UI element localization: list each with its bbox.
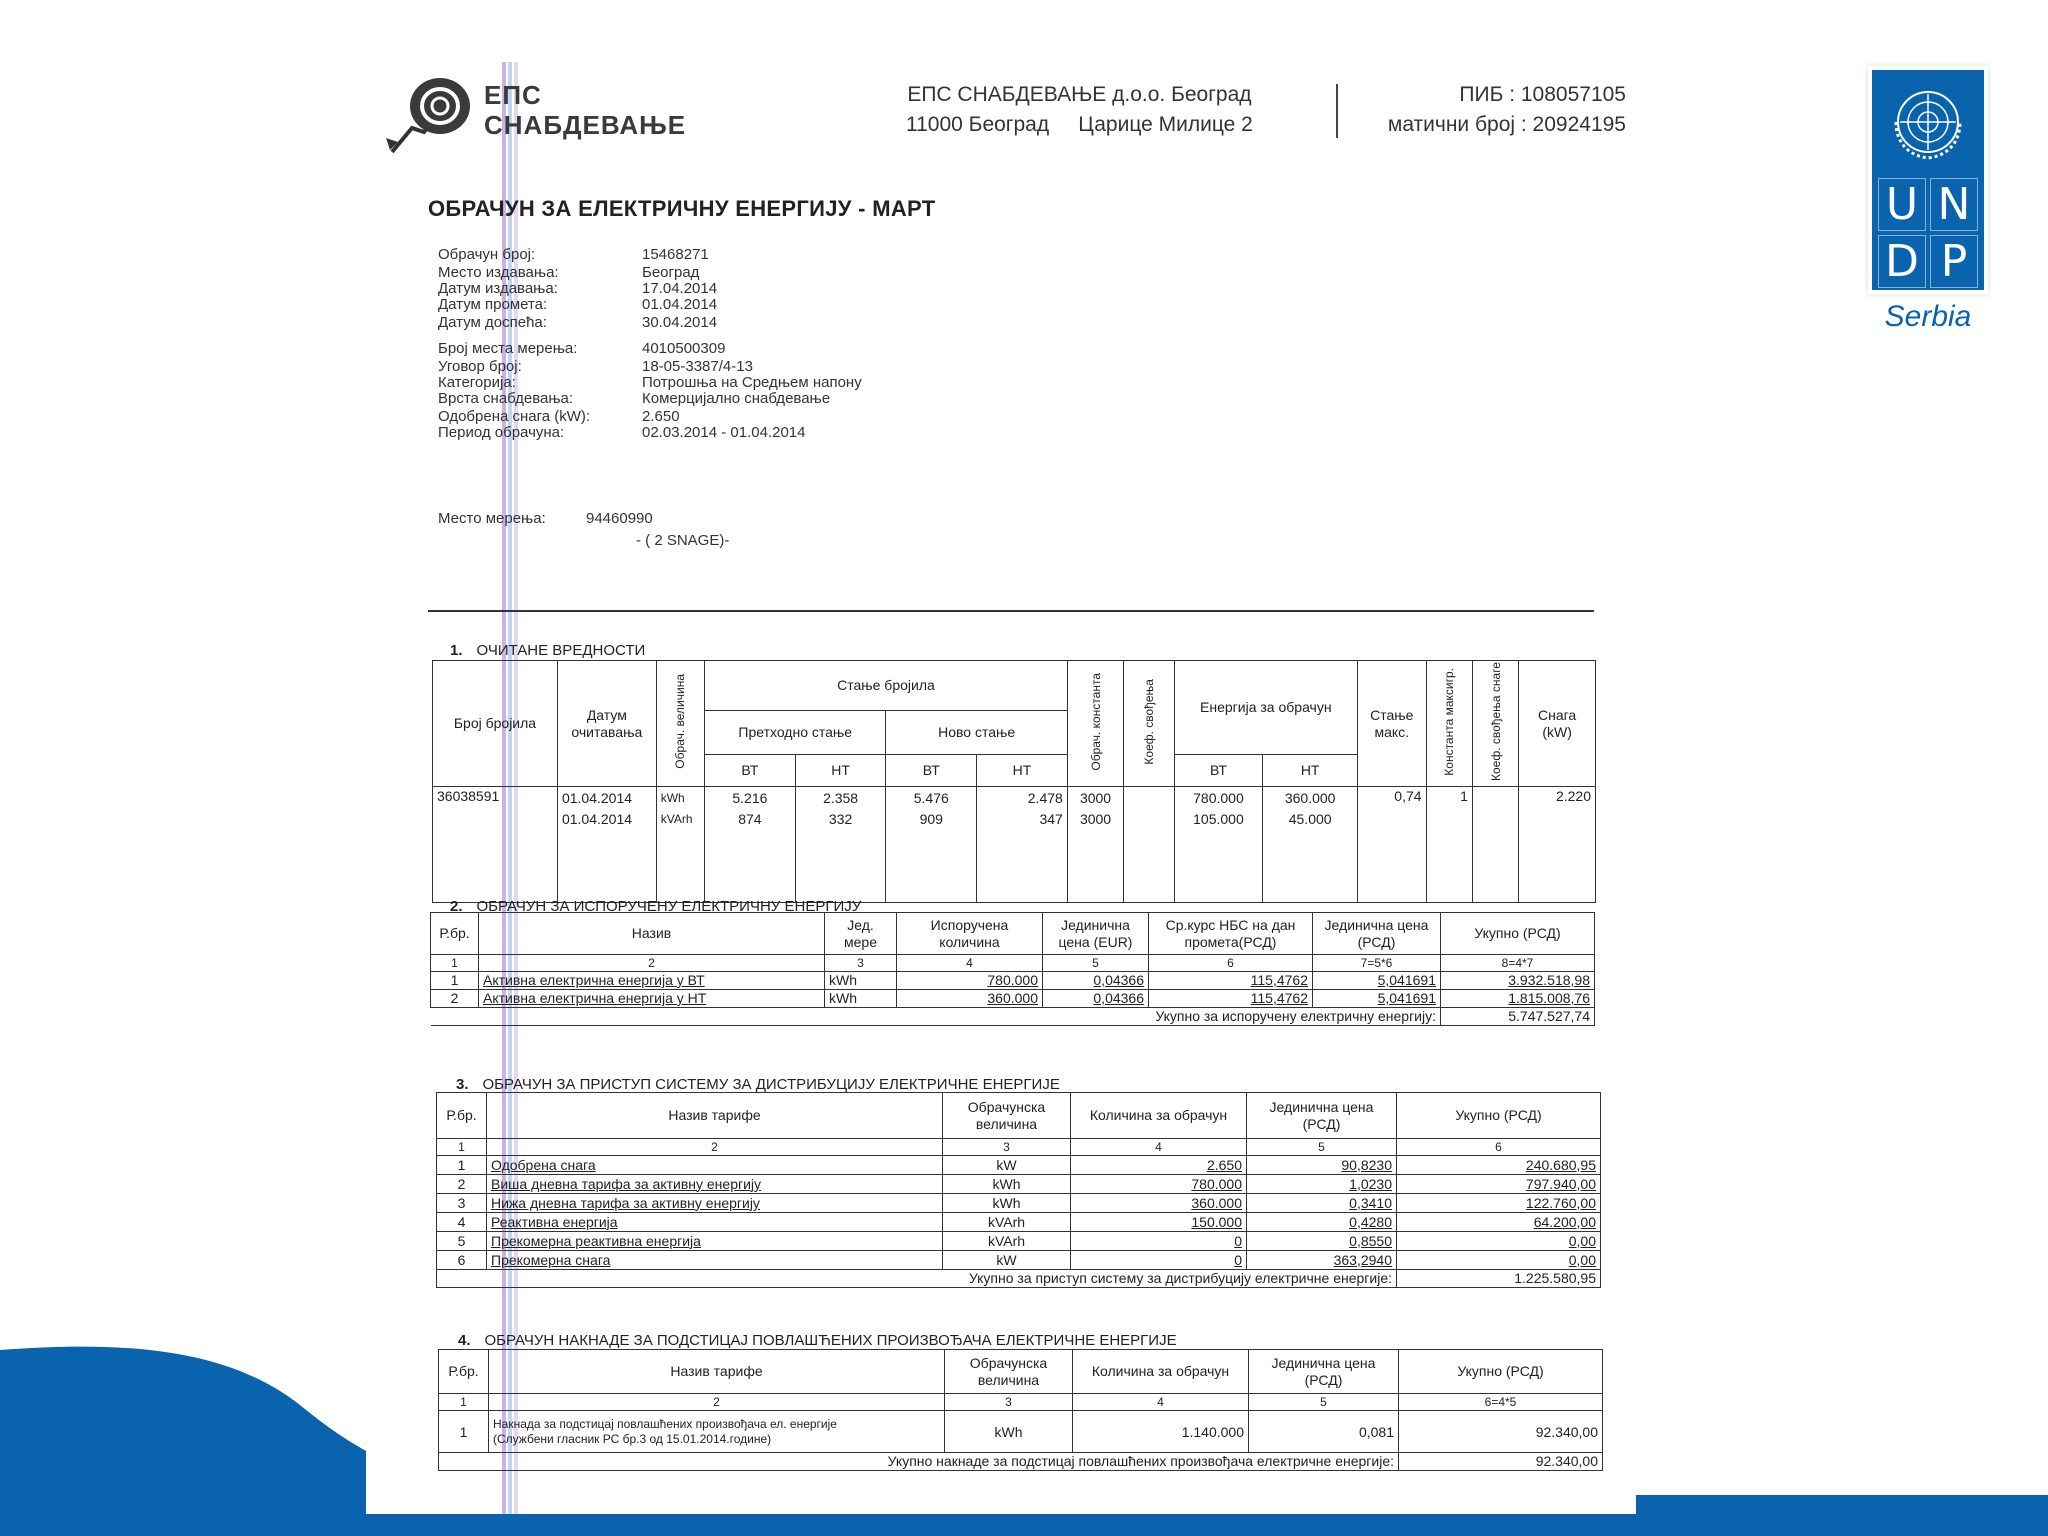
eps-logo-text — [484, 80, 686, 140]
cell: 3 — [943, 1139, 1071, 1156]
cell: 2.358 332 — [795, 787, 886, 903]
table-row — [437, 1232, 1601, 1251]
col-header: Претходно стање — [705, 710, 886, 754]
cell: 6 — [437, 1251, 487, 1270]
cell: 64.200,00 — [1397, 1213, 1601, 1232]
total-value: 1.225.580,95 — [1397, 1270, 1601, 1288]
col-header: Јединична цена (РСД) — [1249, 1350, 1399, 1394]
cell: kWh — [945, 1411, 1073, 1453]
cell: 4 — [897, 955, 1043, 972]
cell: 1 — [431, 972, 479, 990]
undp-letter: N — [1930, 178, 1978, 231]
col-header: НТ — [795, 754, 886, 786]
col-header: Стање бројила — [705, 661, 1068, 711]
total-label: Укупно за приступ систему за дистрибуцију електричне енергије: — [437, 1270, 1397, 1288]
col-header: Количина за обрачун — [1071, 1093, 1247, 1139]
cell: Прекомерна реактивна енергија — [487, 1232, 943, 1251]
cell: 5 — [1249, 1394, 1399, 1411]
un-emblem-icon — [1872, 70, 1984, 174]
col-header: ВТ — [705, 754, 796, 786]
info-value: 02.03.2014 - 01.04.2014 — [642, 424, 806, 441]
cell: 8=4*7 — [1441, 955, 1595, 972]
col-header: Укупно (РСД) — [1441, 913, 1595, 955]
col-header: Обрачунска величина — [945, 1350, 1073, 1394]
incentive-fee-table — [438, 1349, 1603, 1471]
col-header: Укупно (РСД) — [1397, 1093, 1601, 1139]
index-row — [431, 955, 1595, 972]
cell: 1 — [1426, 787, 1472, 903]
header-divider — [1336, 84, 1338, 138]
cell: Прекомерна снага — [487, 1251, 943, 1270]
index-row — [439, 1394, 1603, 1411]
total-value: 5.747.527,74 — [1441, 1008, 1595, 1026]
cell: 0,3410 — [1247, 1194, 1397, 1213]
section-divider — [428, 610, 1594, 612]
cell: 2 — [479, 955, 825, 972]
section-number: 2. — [450, 898, 463, 915]
section-3-title — [456, 1076, 1060, 1093]
col-header: Обрач. величина — [656, 661, 704, 787]
cell: 0,04366 — [1043, 972, 1149, 990]
col-header: Константа максигр. — [1426, 661, 1472, 787]
cell: 780.000 105.000 — [1174, 787, 1263, 903]
section-name: ОЧИТАНЕ ВРЕДНОСТИ — [476, 642, 646, 659]
cell: 5.216 874 — [705, 787, 796, 903]
cell: 7=5*6 — [1313, 955, 1441, 972]
col-header: Р.бр. — [431, 913, 479, 955]
info-label: Уговор број: — [438, 358, 522, 375]
col-header: Испоручена количина — [897, 913, 1043, 955]
cell: 360.000 — [897, 990, 1043, 1008]
cell: 1 — [437, 1139, 487, 1156]
undp-letter: P — [1930, 235, 1978, 288]
info-note: - ( 2 SNAGE)- — [636, 532, 730, 549]
info-label: Период обрачуна: — [438, 424, 565, 441]
cell: 1.140.000 — [1073, 1411, 1249, 1453]
cell: 1 — [437, 1156, 487, 1175]
col-header: Укупно (РСД) — [1399, 1350, 1603, 1394]
cell: 1 — [431, 955, 479, 972]
info-value: 2.650 — [642, 408, 680, 425]
cell: 0,04366 — [1043, 990, 1149, 1008]
cell: 2.478 347 — [977, 787, 1068, 903]
info-value: Комерцијално снабдевање — [642, 390, 831, 407]
col-header: Р.бр. — [437, 1093, 487, 1139]
table-row — [433, 787, 1596, 903]
scanned-invoice — [366, 62, 1636, 1514]
cell: 2 — [431, 990, 479, 1008]
cell: 5 — [437, 1232, 487, 1251]
cell: kWh — [943, 1175, 1071, 1194]
col-header: Назив — [479, 913, 825, 955]
total-label: Укупно за испоручену електричну енергију: — [431, 1008, 1441, 1026]
table-row — [437, 1156, 1601, 1175]
cell: 2.220 — [1519, 787, 1596, 903]
info-label: Датум доспећа: — [438, 314, 547, 331]
info-label: Врста снабдевања: — [438, 390, 574, 407]
distribution-access-table — [436, 1092, 1601, 1288]
cell: kWh — [943, 1194, 1071, 1213]
cell: 0 — [1071, 1232, 1247, 1251]
cell: 5 — [1247, 1139, 1397, 1156]
cell: Одобрена снага — [487, 1156, 943, 1175]
cell: 115,4762 — [1149, 972, 1313, 990]
cell: kW — [943, 1156, 1071, 1175]
company-ids — [1356, 80, 1626, 140]
cell: 92.340,00 — [1399, 1411, 1603, 1453]
cell: 360.000 45.000 — [1263, 787, 1358, 903]
cell: 5 — [1043, 955, 1149, 972]
section-1-title — [450, 642, 645, 659]
cell: 1 — [439, 1394, 489, 1411]
undp-letter: D — [1878, 235, 1926, 288]
col-header: Ср.курс НБС на дан промета(РСД) — [1149, 913, 1313, 955]
cell: 3 — [825, 955, 897, 972]
info-value: Потрошња на Средњем напону — [642, 374, 862, 391]
cell: 2 — [437, 1175, 487, 1194]
cell: kVArh — [943, 1213, 1071, 1232]
invoice-title: ОБРАЧУН ЗА ЕЛЕКТРИЧНУ ЕНЕРГИЈУ - МАРТ — [428, 196, 936, 221]
cell: 3 — [945, 1394, 1073, 1411]
col-header: Јединична цена (EUR) — [1043, 913, 1149, 955]
info-label: Обрачун број: — [438, 246, 536, 263]
undp-letters — [1878, 178, 1978, 286]
total-row — [437, 1270, 1601, 1288]
cell: 0,8550 — [1247, 1232, 1397, 1251]
col-header: Стање макс. — [1358, 661, 1427, 787]
col-header: Количина за обрачун — [1073, 1350, 1249, 1394]
col-header: НТ — [1263, 754, 1358, 786]
cell: 0,74 — [1358, 787, 1427, 903]
cell: 6 — [1397, 1139, 1601, 1156]
table-row — [437, 1194, 1601, 1213]
cell: 780.000 — [1071, 1175, 1247, 1194]
info-label: Место мерења: — [438, 510, 546, 527]
total-row — [439, 1453, 1603, 1471]
table-header-row — [437, 1093, 1601, 1139]
info-value: 15468271 — [642, 246, 709, 263]
cell: 797.940,00 — [1397, 1175, 1601, 1194]
cell: 3.932.518,98 — [1441, 972, 1595, 990]
col-header: Ново стање — [886, 710, 1067, 754]
cell: kWh kVArh — [656, 787, 704, 903]
section-name: ОБРАЧУН ЗА ИСПОРУЧЕНУ ЕЛЕКТРИЧНУ ЕНЕРГИЈУ — [476, 898, 862, 915]
cell — [1472, 787, 1518, 903]
total-value: 92.340,00 — [1399, 1453, 1603, 1471]
cell: 0,00 — [1397, 1251, 1601, 1270]
info-value: 01.04.2014 — [642, 296, 718, 313]
cell: 3 — [437, 1194, 487, 1213]
total-row — [431, 1008, 1595, 1026]
meter-number: 36038591 — [433, 787, 558, 903]
col-header: ВТ — [886, 754, 977, 786]
cell: 4 — [1073, 1394, 1249, 1411]
cell: Активна електрична енергија у ВТ — [479, 972, 825, 990]
info-label: Датум издавања: — [438, 280, 558, 297]
cell: 6=4*5 — [1399, 1394, 1603, 1411]
undp-country: Serbia — [1884, 300, 1972, 333]
cell: Нижа дневна тарифа за активну енергију — [487, 1194, 943, 1213]
eps-logo-icon — [382, 72, 482, 156]
section-name: ОБРАЧУН НАКНАДЕ ЗА ПОДСТИЦАЈ ПОВЛАШЋЕНИХ ПРОИЗВОЂАЧА ЕЛЕКТРИЧНЕ ЕНЕРГИЈЕ — [484, 1332, 1177, 1349]
company-address — [906, 80, 1253, 140]
table-row — [431, 972, 1595, 990]
info-label: Датум промета: — [438, 296, 548, 313]
cell: 363,2940 — [1247, 1251, 1397, 1270]
cell: 1,0230 — [1247, 1175, 1397, 1194]
company-street: 11000 Београд Царице Милице 2 — [906, 113, 1253, 136]
col-header: ВТ — [1174, 754, 1263, 786]
delivered-energy-table — [430, 912, 1595, 1026]
info-value: 18-05-3387/4-13 — [642, 358, 753, 375]
cell: 5,041691 — [1313, 990, 1441, 1008]
info-value: 30.04.2014 — [642, 314, 718, 331]
cell: 0 — [1071, 1251, 1247, 1270]
cell — [1124, 787, 1174, 903]
cell: 780.000 — [897, 972, 1043, 990]
cell: 1.815.008,76 — [1441, 990, 1595, 1008]
col-header: НТ — [977, 754, 1068, 786]
cell: Реактивна енергија — [487, 1213, 943, 1232]
total-label: Укупно накнаде за подстицај повлашћених произвођача електричне енергије: — [439, 1453, 1399, 1471]
table-row — [437, 1251, 1601, 1270]
cell: 5,041691 — [1313, 972, 1441, 990]
col-header: Назив тарифе — [489, 1350, 945, 1394]
company-name: ЕПС СНАБДЕВАЊЕ д.о.о. Београд — [907, 83, 1252, 106]
table-row — [431, 990, 1595, 1008]
cell: 0,00 — [1397, 1232, 1601, 1251]
cell: Активна електрична енергија у НТ — [479, 990, 825, 1008]
cell: 2.650 — [1071, 1156, 1247, 1175]
table-row — [439, 1411, 1603, 1453]
cell: 2 — [489, 1394, 945, 1411]
info-value: 94460990 — [586, 510, 653, 527]
cell: kVArh — [943, 1232, 1071, 1251]
info-label: Одобрена снага (kW): — [438, 408, 591, 425]
index-row — [437, 1139, 1601, 1156]
table-row — [437, 1213, 1601, 1232]
section-4-title — [458, 1332, 1177, 1349]
table-row — [437, 1175, 1601, 1194]
col-header: Обрачунска величина — [943, 1093, 1071, 1139]
cell: 0,4280 — [1247, 1213, 1397, 1232]
cell: kWh — [825, 990, 897, 1008]
logo-line: ЕПС — [484, 80, 542, 110]
col-header: Јединична цена (РСД) — [1247, 1093, 1397, 1139]
logo-line: СНАБДЕВАЊЕ — [484, 110, 687, 140]
cell: Виша дневна тарифа за активну енергију — [487, 1175, 943, 1194]
cell: 3000 3000 — [1067, 787, 1123, 903]
col-header: Број бројила — [433, 661, 558, 787]
info-label: Категорија: — [438, 374, 516, 391]
cell: kW — [943, 1251, 1071, 1270]
section-name: ОБРАЧУН ЗА ПРИСТУП СИСТЕМУ ЗА ДИСТРИБУЦИЈУ ЕЛЕКТРИЧНЕ ЕНЕРГИЈЕ — [482, 1076, 1060, 1093]
cell: Накнада за подстицај повлашћених произвођача ел. енергије (Службени гласник РС бр.3 од 15.01.2014.године) — [489, 1411, 945, 1453]
cell: 01.04.2014 01.04.2014 — [557, 787, 656, 903]
info-value: Београд — [642, 264, 700, 281]
info-label: Место издавања: — [438, 264, 559, 281]
table-header-row — [439, 1350, 1603, 1394]
col-header: Енергија за обрачун — [1174, 661, 1357, 755]
cell: 0,081 — [1249, 1411, 1399, 1453]
cell: 2 — [487, 1139, 943, 1156]
cell: 4 — [1071, 1139, 1247, 1156]
cell: 6 — [1149, 955, 1313, 972]
cell: 240.680,95 — [1397, 1156, 1601, 1175]
col-header: Јединична цена (РСД) — [1313, 913, 1441, 955]
cell: 90,8230 — [1247, 1156, 1397, 1175]
info-value: 4010500309 — [642, 340, 726, 357]
col-header: Р.бр. — [439, 1350, 489, 1394]
pib: ПИБ : 108057105 — [1459, 83, 1626, 106]
undp-letter: U — [1878, 178, 1926, 231]
cell: 150.000 — [1071, 1213, 1247, 1232]
registration-number: матични број : 20924195 — [1387, 113, 1626, 136]
readings-table — [432, 660, 1596, 903]
cell: 5.476 909 — [886, 787, 977, 903]
cell: 122.760,00 — [1397, 1194, 1601, 1213]
cell: 1 — [439, 1411, 489, 1453]
section-number: 4. — [458, 1332, 471, 1349]
col-header: Јед. мере — [825, 913, 897, 955]
col-header: Обрач. константа — [1067, 661, 1123, 787]
cell: 4 — [437, 1213, 487, 1232]
section-number: 1. — [450, 642, 463, 659]
info-label: Број места мерења: — [438, 340, 578, 357]
cell: 115,4762 — [1149, 990, 1313, 1008]
col-header: Коеф. свођења — [1124, 661, 1174, 787]
col-header: Назив тарифе — [487, 1093, 943, 1139]
info-value: 17.04.2014 — [642, 280, 718, 297]
undp-logo — [1872, 70, 1984, 290]
col-header: Снага (kW) — [1519, 661, 1596, 787]
col-header: Датум очитавања — [557, 661, 656, 787]
table-header-row — [431, 913, 1595, 955]
col-header: Коеф. свођења снаге — [1472, 661, 1518, 787]
cell: 360.000 — [1071, 1194, 1247, 1213]
cell: kWh — [825, 972, 897, 990]
section-number: 3. — [456, 1076, 469, 1093]
